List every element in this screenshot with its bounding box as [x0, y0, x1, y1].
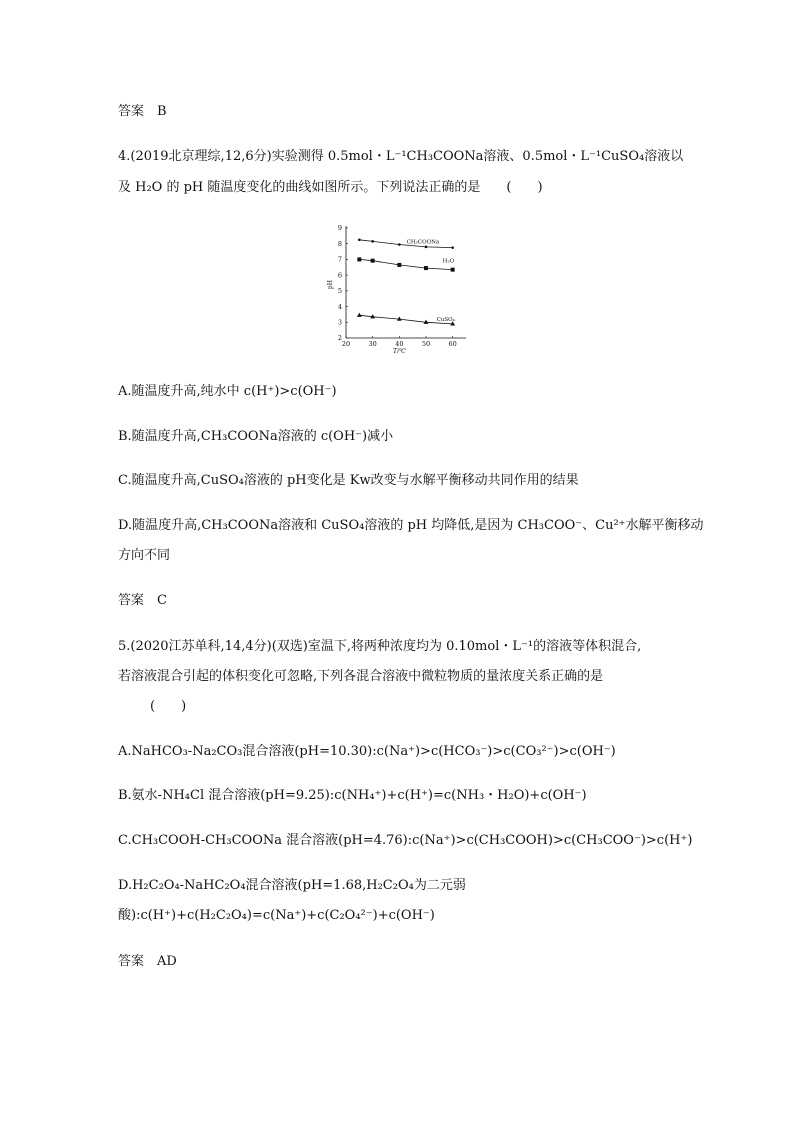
q5-stem-line1: 5.(2020江苏单科,14,4分)(双选)室温下,将两种浓度均为 0.10mol・L⁻¹的溶液等体积混合, [118, 639, 642, 654]
q5-option-c: C.CH₃COOH-CH₃COONa 混合溶液(pH=4.76):c(Na⁺)>c(CH₃COOH)>c(CH₃COO⁻)>c(H⁺) [118, 833, 693, 848]
data-point [371, 259, 375, 263]
q4-stem-line1: 4.(2019北京理综,12,6分)实验测得 0.5mol・L⁻¹CH₃COONa溶液、0.5mol・L⁻¹CuSO₄溶液以 [118, 149, 684, 164]
q5-option-a: A.NaHCO₃-Na₂CO₃混合溶液(pH=10.30):c(Na⁺)>c(HCO₃⁻)>c(CO₃²⁻)>c(OH⁻) [118, 744, 616, 759]
data-point [451, 246, 454, 249]
y-tick-label: 7 [337, 255, 342, 264]
q4-option-b: B.随温度升高,CH₃COONa溶液的 c(OH⁻)减小 [118, 429, 394, 444]
chart-series [357, 238, 455, 325]
y-tick-label: 6 [337, 271, 342, 280]
q5-answer-bracket: ( ) [150, 699, 187, 714]
x-tick-label: 50 [421, 340, 431, 348]
x-tick-label: 60 [448, 340, 457, 348]
data-point [358, 238, 361, 241]
data-point [357, 313, 362, 317]
y-tick-label: 8 [337, 239, 342, 248]
y-tick-label: 2 [337, 334, 342, 343]
q4-option-c: C.随温度升高,CuSO₄溶液的 pH变化是 Kw改变与水解平衡移动共同作用的结果 [118, 473, 579, 488]
data-point [425, 246, 428, 249]
y-tick-label: 9 [337, 224, 342, 233]
ph-temperature-chart [318, 222, 478, 354]
q5-option-d-line1: D.H₂C₂O₄-NaHC₂O₄混合溶液(pH=1.68,H₂C₂O₄为二元弱 [118, 878, 466, 893]
y-tick-label: 4 [337, 302, 342, 311]
data-point [398, 243, 401, 246]
data-point [397, 263, 401, 267]
data-point [424, 266, 428, 270]
data-point [451, 268, 455, 272]
x-axis-label: T/℃ [392, 348, 406, 354]
q4-option-d-line2: 方向不同 [118, 548, 171, 563]
answer-3: 答案 AD [118, 954, 177, 969]
y-tick-label: 5 [337, 287, 342, 296]
x-tick-label: 40 [395, 340, 404, 348]
q5-option-b: B.氨水-NH₄Cl 混合溶液(pH=9.25):c(NH₄⁺)+c(H⁺)=c(NH₃・H₂O)+c(OH⁻) [118, 788, 587, 803]
answer-1: 答案 B [118, 104, 167, 119]
y-tick-label: 3 [337, 318, 342, 327]
series-label-2: CuSO₄ [436, 316, 455, 323]
data-point [371, 240, 374, 243]
q4-option-d-line1: D.随温度升高,CH₃COONa溶液和 CuSO₄溶液的 pH 均降低,是因为 CH₃COO⁻、Cu²⁺水解平衡移动 [118, 518, 704, 533]
series-label-0: CH₃COONa [406, 239, 440, 246]
q4-option-a: A.随温度升高,纯水中 c(H⁺)>c(OH⁻) [118, 384, 337, 399]
q4-stem-line2: 及 H₂O 的 pH 随温度变化的曲线如图所示。下列说法正确的是 ( ) [118, 180, 543, 195]
y-axis-label: pH [327, 280, 334, 290]
q5-stem-line2: 若溶液混合引起的体积变化可忽略,下列各混合溶液中微粒物质的量浓度关系正确的是 [118, 669, 604, 684]
x-tick-label: 20 [341, 340, 351, 348]
x-tick-label: 30 [368, 340, 377, 348]
series-label-1: H₂O [442, 258, 455, 265]
q5-option-d-line2: 酸):c(H⁺)+c(H₂C₂O₄)=c(Na⁺)+c(C₂O₄²⁻)+c(OH⁻) [118, 908, 435, 923]
answer-2: 答案 C [118, 593, 167, 608]
data-point [357, 257, 361, 261]
